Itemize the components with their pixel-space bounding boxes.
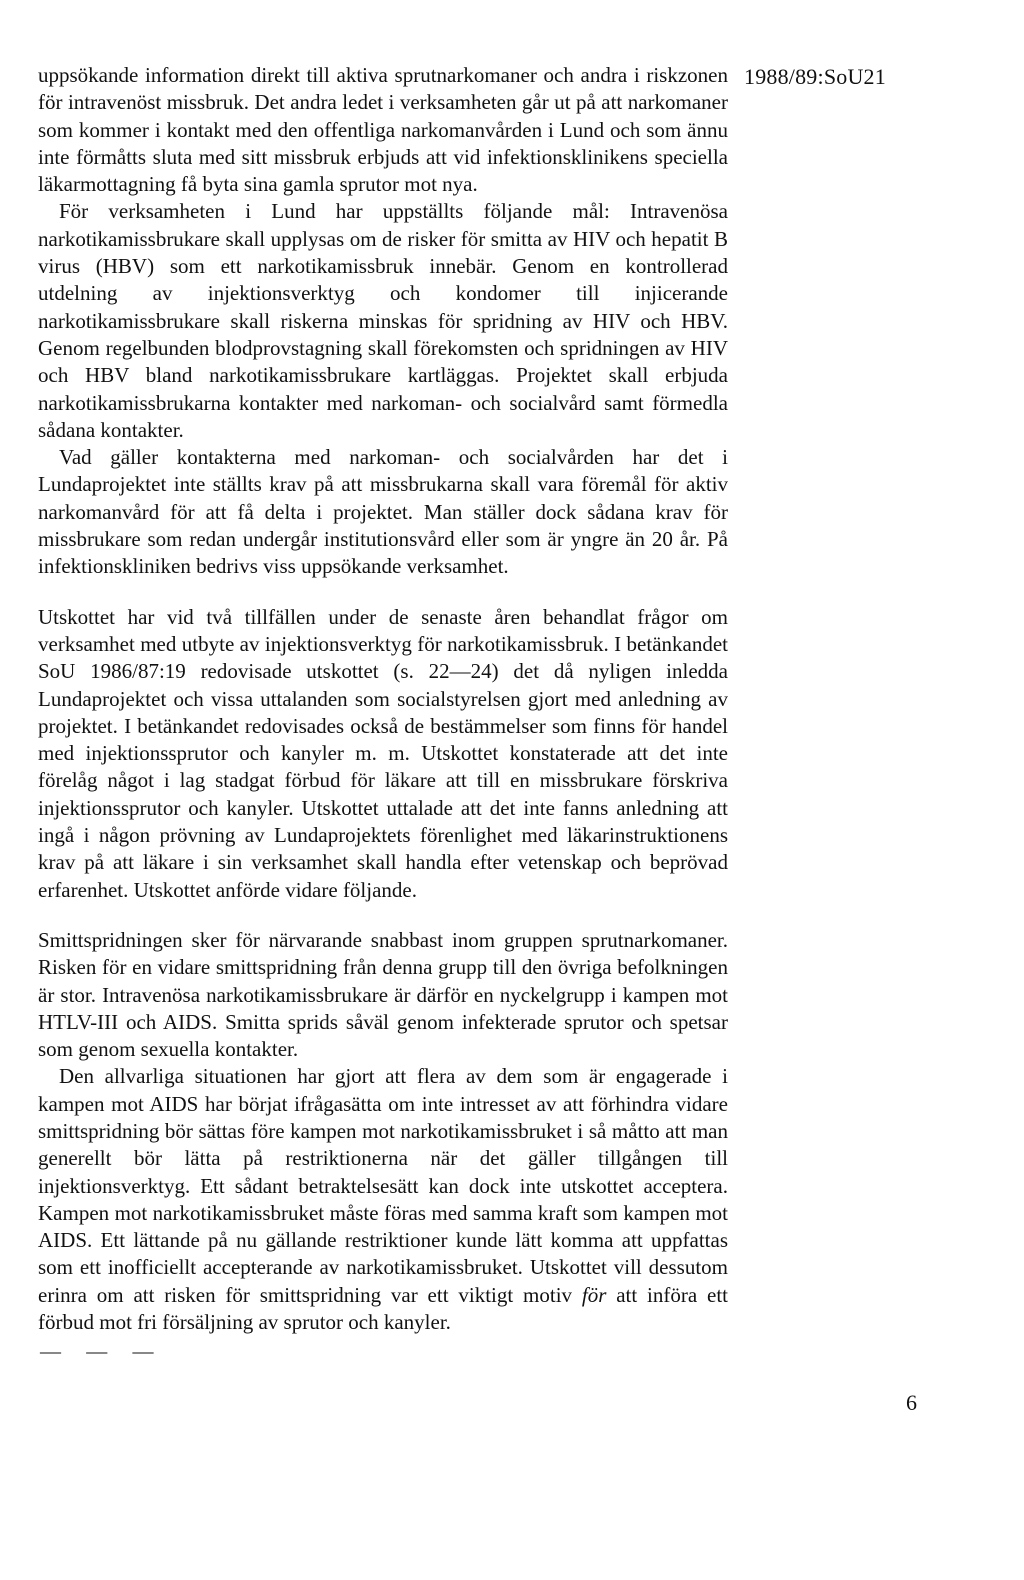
report-id: 1988/89:SoU21 bbox=[744, 64, 886, 89]
quoted-paragraph-2-text-after: att införa ett förbud mot fri försäljning av sprutor och kanyler. bbox=[38, 1282, 728, 1335]
quoted-paragraph-1: Smittspridningen sker för närvarande snabbast inom gruppen sprutnarkomaner. Risken för en vidare smittspridning från denna grupp till den övriga befolkningen är stor. Intravenösa narkotikamissbrukare är därför en nyckelgrupp i kampen mot HTLV-III och AIDS. Smitta sprids såväl genom infekterade sprutor och spetsar som genom sexuella kontakter. bbox=[38, 927, 728, 1062]
paragraph-4: Utskottet har vid två tillfällen under de senaste åren behandlat frågor om verksamhet med utbyte av injektionsverktyg för narkotikamissbruk. I betänkandet SoU 1986/87:19 redovisade utskottet (s. 22—24) det då nyligen inledda Lundaprojektet och vissa uttalanden som socialstyrelsen gjort med anledning av projektet. I betänkandet redovisades också de bestämmelser som finns för handel med injektionssprutor och kanyler m. m. Utskottet konstaterade att det inte förelåg något i lag stadgat förbud för läkare att till en missbrukare förskriva injektionssprutor och kanyler. Utskottet uttalade att det inte fanns anledning att ingå i någon prövning av Lundaprojektets förenlighet med läkarinstruktionens krav på att läkare i sin verksamhet skall handla efter vetenskap och beprövad erfarenhet. Utskottet anförde vidare följande. bbox=[38, 604, 728, 902]
quoted-paragraph-2-text-before: Den allvarliga situationen har gjort att flera av dem som är engagerade i kampen mot AIDS har börjat ifrågasätta om inte intresset av att förhindra vidare smittspridning bör sättas före kampen mot narkotikamissbruket i så måtto att man generellt bör lätta på restriktionerna när det gäller tillgången till injektionsverktyg. Ett sådant betraktelsesätt kan dock inte utskottet acceptera. Kampen mot narkotikamissbruket måste föras med samma kraft som kampen mot AIDS. Ett lättande på nu gällande restriktioner kunde lätt komma att uppfattas som ett inofficiellt accepterande av narkotikamissbruket. Utskottet vill dessutom erinra om att risken för smittspridning var ett viktigt motiv bbox=[38, 1064, 728, 1307]
quoted-paragraph-2 bbox=[38, 1063, 728, 1336]
page-number: 6 bbox=[906, 1390, 917, 1415]
paragraph-2: För verksamheten i Lund har uppställts följande mål: Intravenösa narkotikamissbrukare skall upplysas om de risker för smitta av HIV och hepatit B virus (HBV) som ett narkotikamissbruk innebär. Genom en kontrollerad utdelning av injektionsverktyg och kondomer till injicerande narkotikamissbrukare skall riskerna minskas för spridning av HIV och HBV. Genom regelbunden blodprovstagning skall förekomsten och spridningen av HIV och HBV bland narkotikamissbrukare kartläggas. Projektet skall erbjuda narkotikamissbrukarna kontakter med narkoman- och socialvård samt förmedla sådana kontakter. bbox=[38, 199, 728, 442]
section-divider-dashes: — — — bbox=[40, 1339, 164, 1364]
body-text bbox=[38, 62, 728, 1365]
paragraph-3: Vad gäller kontakterna med narkoman- och socialvården har det i Lundaprojektet inte ställts krav på att missbrukarna skall vara föremål för aktiv narkomanvård för att få delta i projektet. Man ställer dock sådana krav för missbrukare som redan undergår institutionsvård eller som är yngre än 20 år. På infektionskliniken bedrivs viss uppsökande verksamhet. bbox=[38, 445, 728, 579]
paragraph-1: uppsökande information direkt till aktiva sprutnarkomaner och andra i riskzonen för intravenöst missbruk. Det andra ledet i verksamheten går ut på att narkomaner som kommer i kontakt med den offentliga narkomanvården i Lund och som ännu inte förmåtts sluta med sitt missbruk erbjuds att vid infektionsklinikens speciella läkarmottagning få byta sina gamla sprutor mot nya. bbox=[38, 63, 728, 197]
emphasized-word: för bbox=[581, 1282, 607, 1307]
